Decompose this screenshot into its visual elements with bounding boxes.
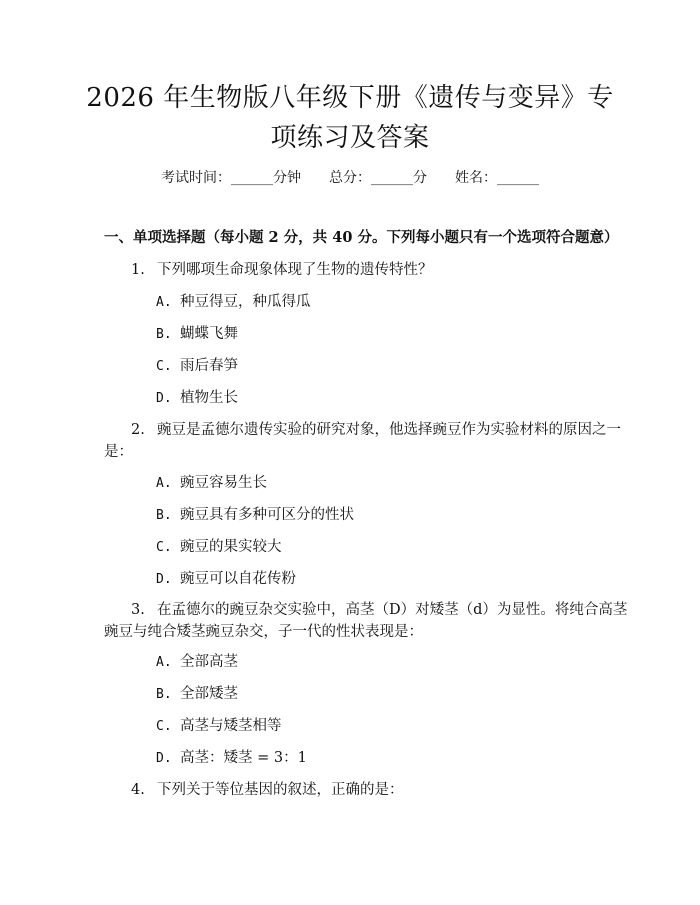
option-text: 雨后春笋 <box>180 358 238 374</box>
option-2d <box>156 569 296 590</box>
option-label: A. <box>156 655 172 670</box>
time-label: 考试时间： <box>161 170 231 186</box>
option-1d <box>156 388 238 409</box>
exam-meta <box>0 168 700 188</box>
option-text: 豌豆的果实较大 <box>180 539 282 555</box>
option-label: A. <box>156 295 172 310</box>
time-unit: 分钟 <box>273 170 301 186</box>
option-1b <box>156 324 238 345</box>
option-2b <box>156 505 354 526</box>
question-number: 2. <box>131 422 145 438</box>
time-blank: ______ <box>231 170 273 186</box>
option-2a <box>156 473 267 494</box>
option-label: C. <box>156 540 172 555</box>
option-label: B. <box>156 327 172 342</box>
question-2-continued: 是： <box>104 444 133 460</box>
option-label: B. <box>156 508 172 523</box>
title-line-1: 2026 年生物版八年级下册《遗传与变异》专 <box>86 83 614 113</box>
name-label: 姓名： <box>455 170 497 186</box>
option-text: 种豆得豆，种瓜得瓜 <box>180 294 311 310</box>
page-title <box>60 78 640 158</box>
option-text: 豌豆可以自花传粉 <box>180 571 296 587</box>
name-blank: ______ <box>497 170 539 186</box>
question-text: 豌豆是孟德尔遗传实验的研究对象，他选择豌豆作为实验材料的原因之一 <box>157 422 621 438</box>
question-2 <box>131 419 621 441</box>
option-2c <box>156 537 282 558</box>
option-label: D. <box>156 391 172 406</box>
option-label: C. <box>156 719 172 734</box>
score-unit: 分 <box>413 170 427 186</box>
question-1 <box>131 259 433 281</box>
question-3 <box>131 599 627 621</box>
option-text: 蝴蝶飞舞 <box>180 326 238 342</box>
option-text: 植物生长 <box>180 390 238 406</box>
question-text: 在孟德尔的豌豆杂交实验中，高茎（D）对矮茎（d）为显性。将纯合高茎 <box>157 602 628 618</box>
title-line-2: 项练习及答案 <box>270 123 430 153</box>
option-label: A. <box>156 476 172 491</box>
option-1c <box>156 356 238 377</box>
option-text: 全部高茎 <box>180 654 238 670</box>
question-text: 下列关于等位基因的叙述，正确的是： <box>157 782 404 798</box>
question-text: 下列哪项生命现象体现了生物的遗传特性？ <box>157 262 433 278</box>
option-text: 豌豆具有多种可区分的性状 <box>180 507 354 523</box>
option-label: C. <box>156 359 172 374</box>
option-text: 豌豆容易生长 <box>180 475 267 491</box>
option-1a <box>156 292 311 313</box>
option-label: B. <box>156 687 172 702</box>
question-number: 1. <box>131 262 145 278</box>
question-3-continued: 豌豆与纯合矮茎豌豆杂交，子一代的性状表现是： <box>104 624 423 640</box>
option-3b <box>156 684 238 705</box>
section-heading: 一、单项选择题（每小题 2 分，共 40 分。下列每小题只有一个选项符合题意） <box>104 229 619 246</box>
score-blank: ______ <box>371 170 413 186</box>
question-4 <box>131 779 404 801</box>
option-3c <box>156 716 282 737</box>
option-text: 高茎与矮茎相等 <box>180 718 282 734</box>
option-text: 高茎：矮茎 = 3：1 <box>180 750 307 766</box>
option-label: D. <box>156 572 172 587</box>
option-text: 全部矮茎 <box>180 686 238 702</box>
question-number: 4. <box>131 782 145 798</box>
option-3d <box>156 748 307 769</box>
option-3a <box>156 652 238 673</box>
score-label: 总分： <box>329 170 371 186</box>
option-label: D. <box>156 751 172 766</box>
question-number: 3. <box>131 602 145 618</box>
